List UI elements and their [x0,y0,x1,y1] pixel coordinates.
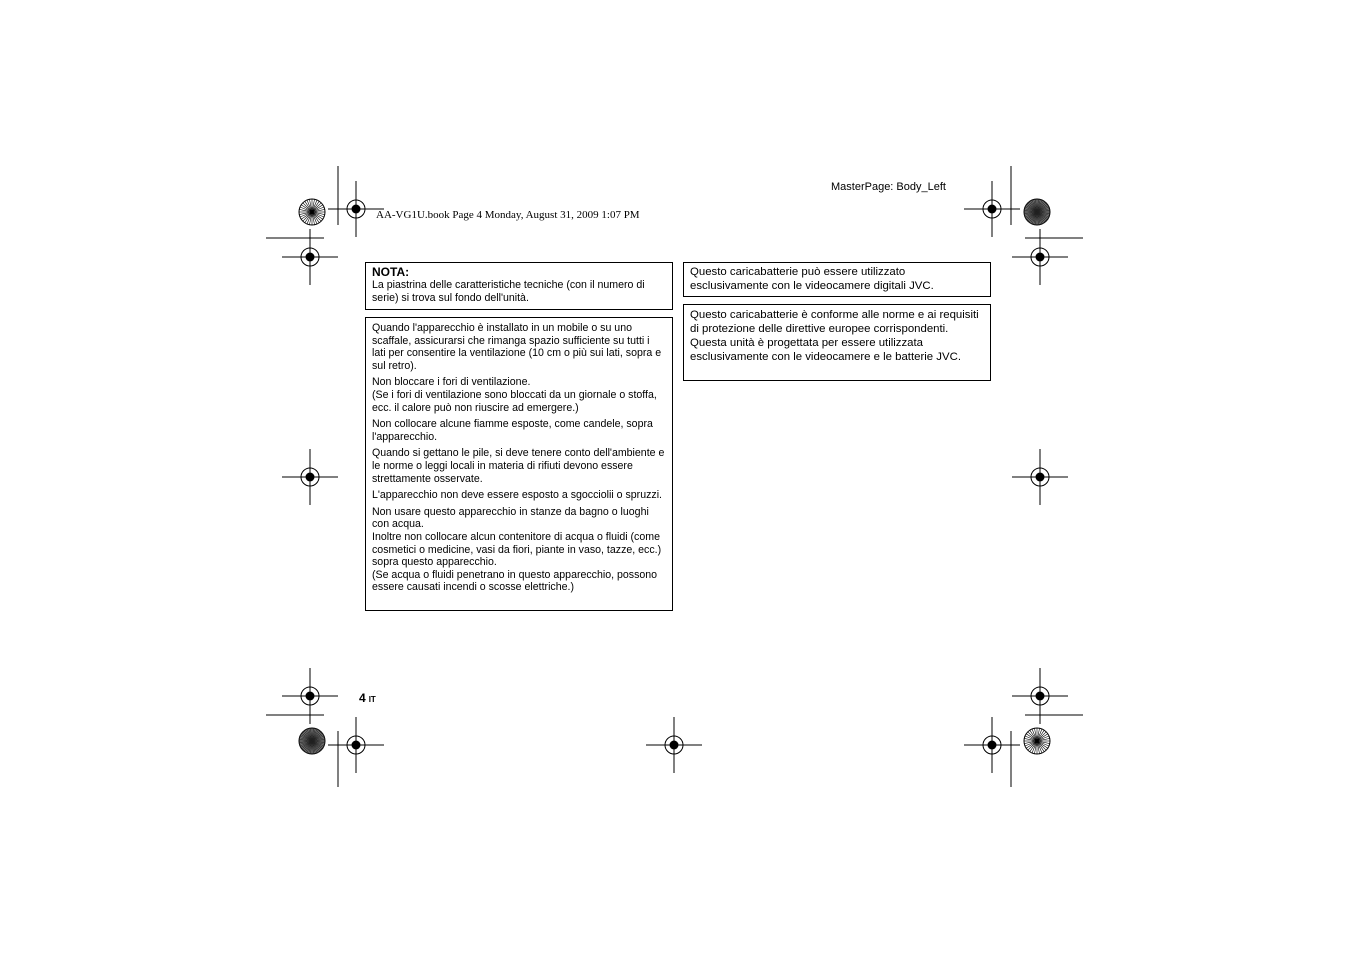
warning-line: Quando l'apparecchio è installato in un mobile o su uno scaffale, assicurarsi che rimanga spazio sufficiente su tutti i lati per consentire la ventilazione (10 cm o più sui lati, sopra e sul retro). [372,322,662,372]
color-bar-wheel [299,199,325,225]
jvc-usage-text: Questa unità è progettata per essere utilizzata esclusivamente con le videocamere e le batterie JVC. [690,337,961,363]
warning-paragraph [372,489,666,502]
registration-target [282,229,338,285]
jvc-compatibility-box [683,262,991,297]
registration-target [964,717,1020,773]
nota-text: La piastrina delle caratteristiche tecniche (con il numero di serie) si trova sul fondo dell'unità. [372,279,645,304]
warning-paragraph [372,506,666,594]
safety-warnings-box [365,317,673,611]
warning-line: (Se i fori di ventilazione sono bloccati da un giornale o stoffa, ecc. il calore può non riuscire ad emergere.) [372,388,657,414]
registration-target [328,717,384,773]
registration-target [1012,229,1068,285]
registration-target [646,717,702,773]
color-bar-wheel [1024,728,1050,754]
page-number-value: 4 [359,691,366,705]
jvc-compatibility-text: Questo caricabatterie può essere utilizzato esclusivamente con le videocamere digitali JVC. [690,266,934,292]
registration-target [1012,668,1068,724]
warning-paragraph [372,418,666,443]
registration-target [282,449,338,505]
eu-conformity-text: Questo caricabatterie è conforme alle norme e ai requisiti di protezione delle direttive europee corrispondenti. [690,309,979,335]
registration-target [282,668,338,724]
registration-target [964,181,1020,237]
warning-paragraph [372,447,666,485]
eu-conformity-box [683,304,991,381]
warning-line: Non usare questo apparecchio in stanze da bagno o luoghi con acqua. [372,505,649,531]
color-bar-wheel [299,728,325,754]
page-number [359,691,376,707]
registration-target [1012,449,1068,505]
language-code: IT [368,695,376,704]
nota-box [365,262,673,310]
warning-paragraph [372,376,666,414]
nota-title: NOTA: [372,265,410,279]
warning-paragraph [372,322,666,372]
warning-line: Non collocare alcune fiamme esposte, come candele, sopra l'apparecchio. [372,418,653,443]
warning-line: Inoltre non collocare alcun contenitore di acqua o fluidi (come cosmetici o medicine, vasi da fiori, piante in vaso, tazze, ecc.) sopra questo apparecchio. [372,530,662,569]
book-info-line: AA-VG1U.book Page 4 Monday, August 31, 2009 1:07 PM [376,209,640,221]
warning-line: Quando si gettano le pile, si deve tenere conto dell'ambiente e le norme o leggi locali in materia di rifiuti devono essere strettamente osservate. [372,447,665,485]
color-bar-wheel [1024,199,1050,225]
warning-line: L'apparecchio non deve essere esposto a sgocciolii o spruzzi. [372,489,662,502]
warning-line: (Se acqua o fluidi penetrano in questo apparecchio, possono essere causati incendi o scosse elettriche.) [372,568,658,594]
warning-line: Non bloccare i fori di ventilazione. [372,376,531,389]
master-page-label: MasterPage: Body_Left [831,181,946,193]
